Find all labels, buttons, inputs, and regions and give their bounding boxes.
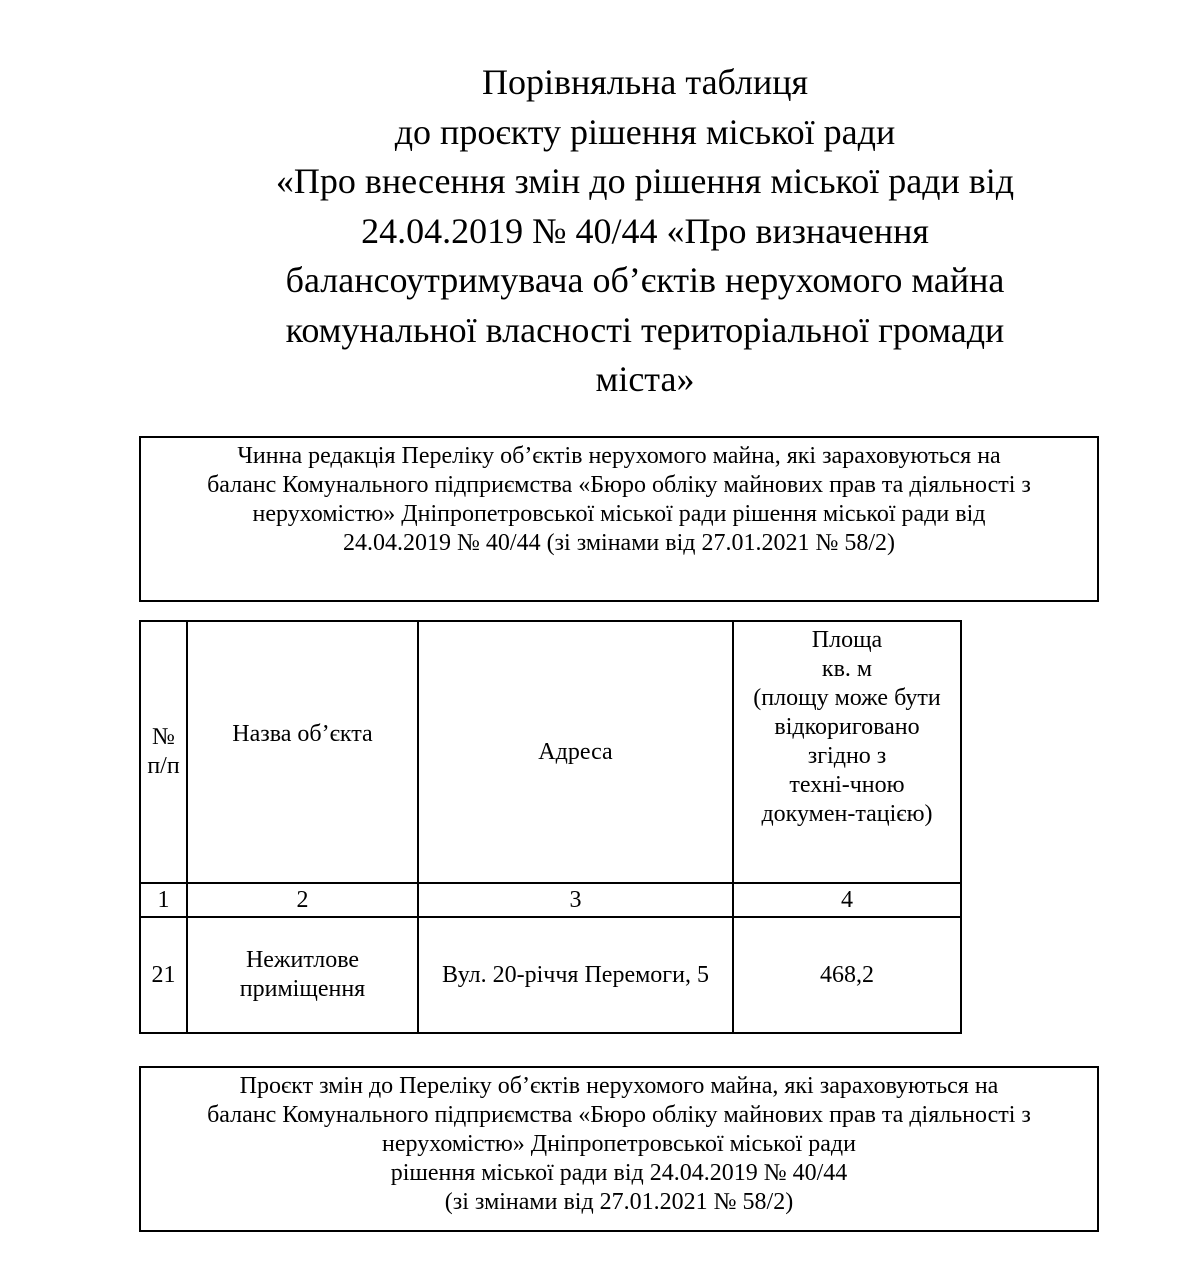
table-row bbox=[140, 917, 961, 1033]
header-area-line: Площа bbox=[811, 627, 883, 653]
project-changes-box bbox=[139, 1066, 1099, 1232]
row-address bbox=[418, 917, 733, 1033]
header-num-line: № bbox=[152, 724, 175, 750]
title-line: «Про внесення змін до рішення міської ради від bbox=[275, 161, 1015, 201]
row-name-line: приміщення bbox=[239, 976, 366, 1002]
current-edition-line: нерухомістю» Дніпропетровської міської ради рішення міської ради від bbox=[252, 501, 986, 527]
row-name bbox=[187, 917, 418, 1033]
document-title bbox=[200, 58, 1090, 405]
project-changes-line: Проєкт змін до Переліку об’єктів нерухомого майна, які зараховуються на bbox=[239, 1073, 999, 1099]
project-changes-line: нерухомістю» Дніпропетровської міської ради bbox=[382, 1131, 856, 1157]
column-numbers-row bbox=[140, 883, 961, 917]
objects-table bbox=[139, 620, 962, 1034]
column-number: 2 bbox=[187, 883, 418, 917]
title-line: міста» bbox=[595, 359, 695, 399]
row-area: 468,2 bbox=[733, 917, 961, 1033]
header-area-line: кв. м bbox=[821, 656, 873, 682]
title-line: до проєкту рішення міської ради bbox=[394, 111, 896, 152]
current-edition-line: Чинна редакція Переліку об’єктів нерухомого майна, які зараховуються на bbox=[237, 443, 1001, 469]
project-changes-line: баланс Комунального підприємства «Бюро обліку майнових прав та діяльності з bbox=[207, 1102, 1031, 1128]
project-changes-line: (зі змінами від 27.01.2021 № 58/2) bbox=[444, 1189, 794, 1215]
header-name-label: Назва об’єкта bbox=[232, 721, 373, 747]
header-area-line: відкориговано bbox=[774, 714, 920, 740]
header-area-line: докумен-тацією) bbox=[761, 801, 933, 827]
title-line: комунальної власності територіальної громади bbox=[285, 309, 1005, 350]
header-area bbox=[733, 621, 961, 883]
project-changes-line: рішення міської ради від 24.04.2019 № 40/44 bbox=[390, 1160, 848, 1186]
header-area-line: (площу може бути bbox=[753, 685, 941, 711]
title-line: Порівняльна таблиця bbox=[481, 62, 809, 102]
column-number: 3 bbox=[418, 883, 733, 917]
title-line: 24.04.2019 № 40/44 «Про визначення bbox=[361, 210, 929, 251]
header-address-label: Адреса bbox=[538, 738, 613, 765]
title-line: балансоутримувача об’єктів нерухомого майна bbox=[285, 260, 1005, 300]
current-edition-box bbox=[139, 436, 1099, 602]
row-name-line: Нежитлове bbox=[245, 947, 360, 973]
header-num bbox=[140, 621, 187, 883]
column-number: 4 bbox=[733, 883, 961, 917]
row-num: 21 bbox=[140, 917, 187, 1033]
header-name bbox=[187, 621, 418, 883]
table-header-row bbox=[140, 621, 961, 883]
header-area-line: згідно з bbox=[807, 743, 887, 769]
header-area-line: техні-чною bbox=[789, 772, 905, 798]
header-address bbox=[418, 621, 733, 883]
column-number: 1 bbox=[140, 883, 187, 917]
row-address-text: Вул. 20-річчя Перемоги, 5 bbox=[442, 961, 709, 988]
current-edition-line: баланс Комунального підприємства «Бюро обліку майнових прав та діяльності з bbox=[207, 472, 1031, 498]
header-num-line: п/п bbox=[147, 753, 180, 779]
current-edition-line: 24.04.2019 № 40/44 (зі змінами від 27.01.2021 № 58/2) bbox=[343, 530, 895, 556]
